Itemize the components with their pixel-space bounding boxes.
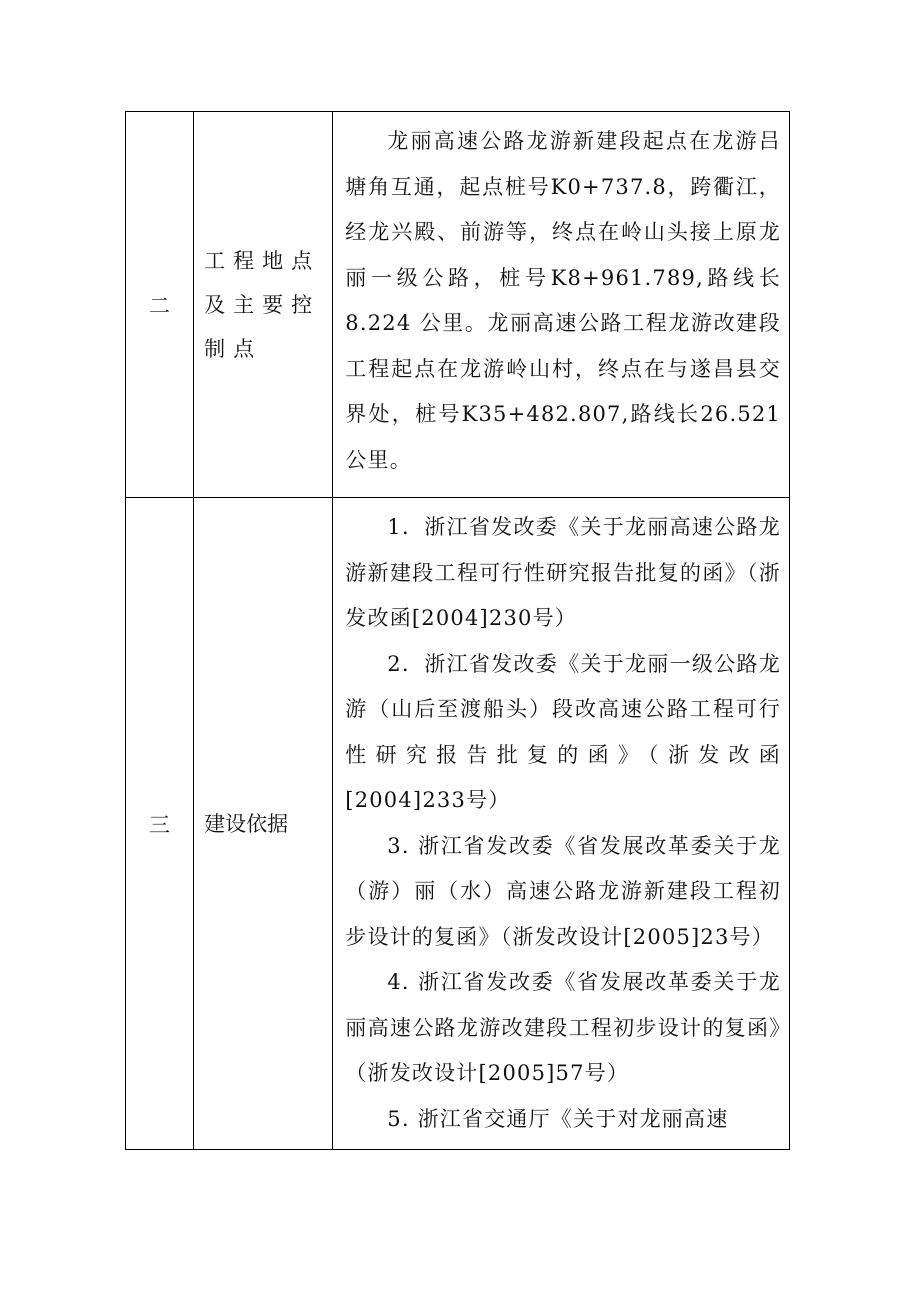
row-number: 二 <box>126 112 194 498</box>
document-table <box>125 111 790 1150</box>
row-content <box>333 498 790 1150</box>
content-paragraph: 5. 浙江省交通厅《关于对龙丽高速 <box>387 1106 729 1131</box>
row-item-label: 工程地点及主要控制点 <box>194 112 333 498</box>
content-paragraph: 1．浙江省发改委《关于龙丽高速公路龙游新建段工程可行性研究报告批复的函》（浙发改函[2004]230号） <box>345 515 781 630</box>
row-content <box>333 112 790 498</box>
row-item-label: 建设依据 <box>194 498 333 1150</box>
table-row <box>126 112 790 498</box>
row-number: 三 <box>126 498 194 1150</box>
content-paragraph: 3. 浙江省发改委《省发展改革委关于龙（游）丽（水）高速公路龙游新建段工程初步设计的复函》（浙发改设计[2005]23号） <box>345 833 781 949</box>
table-row <box>126 498 790 1150</box>
content-paragraph: 2．浙江省发改委《关于龙丽一级公路龙游（山后至渡船头）段改高速公路工程可行性研究报告批复的函》（浙发改函[2004]233号） <box>345 651 781 812</box>
content-paragraph: 龙丽高速公路龙游新建段起点在龙游吕塘角互通，起点桩号K0+737.8，跨衢江，经龙兴殿、前游等，终点在岭山头接上原龙丽一级公路，桩号K8+961.789,路线长8.224 公里。龙丽高速公路工程龙游改建段工程起点在龙游岭山村，终点在与遂昌县交界处，桩号K35+482.807,路线长26.521公里。 <box>345 129 781 472</box>
content-paragraph: 4. 浙江省发改委《省发展改革委关于龙丽高速公路龙游改建段工程初步设计的复函》（浙发改设计[2005]57号） <box>345 970 781 1085</box>
